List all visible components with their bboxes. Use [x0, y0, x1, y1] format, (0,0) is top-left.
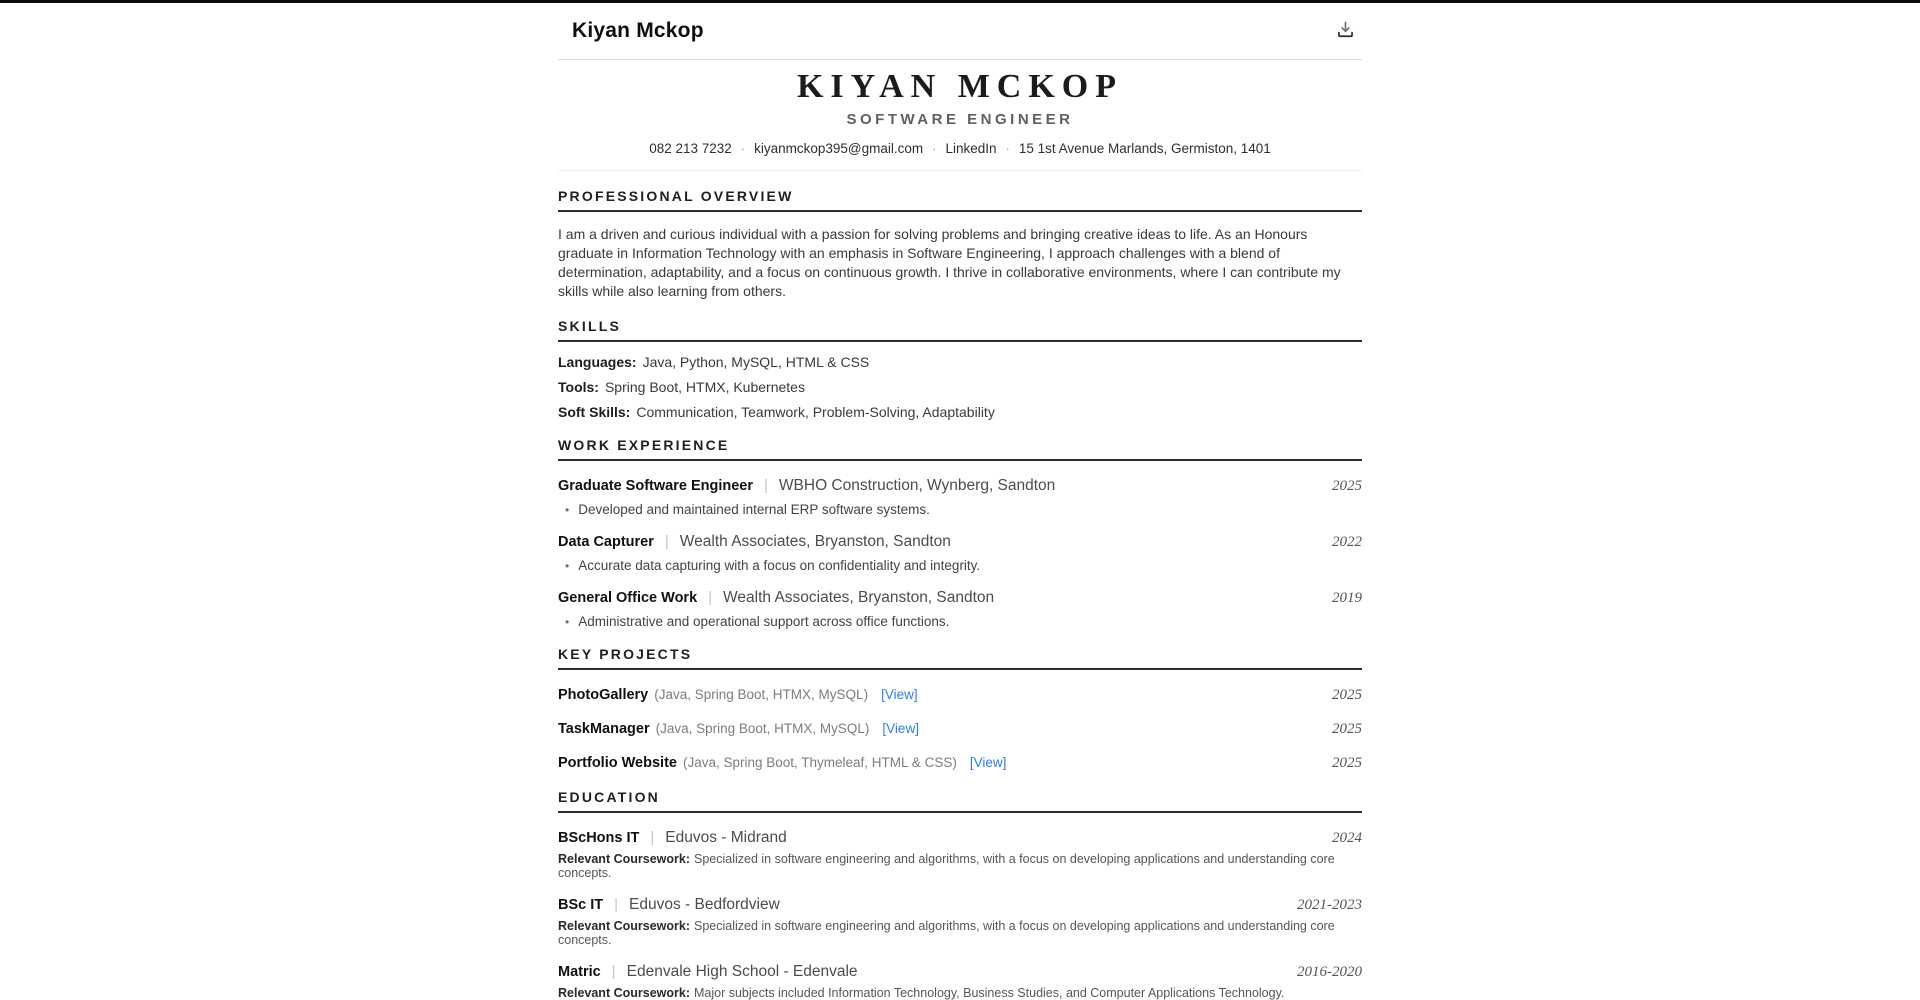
bullet-text: Administrative and operational support across office functions.	[578, 614, 950, 629]
content-column	[558, 3, 1362, 1000]
qualification: BSc IT	[558, 897, 604, 913]
skill-label: Tools:	[558, 379, 599, 395]
entry-year: 2024	[1332, 830, 1362, 846]
dot-separator-icon: ·	[740, 141, 746, 156]
project-stack: (Java, Spring Boot, Thymeleaf, HTML & CSS)	[682, 755, 957, 770]
job-title: Graduate Software Engineer	[558, 478, 753, 494]
coursework-label: Relevant Coursework:	[558, 919, 690, 933]
qualification: BScHons IT	[558, 830, 640, 846]
section-title: KEY PROJECTS	[558, 646, 1362, 670]
section-education	[558, 789, 1362, 1000]
coursework-line	[558, 919, 1362, 947]
experience-entry	[558, 533, 1362, 573]
section-key-projects	[558, 646, 1362, 772]
entry-year: 2025	[1332, 755, 1362, 771]
education-entry-head	[558, 963, 1362, 981]
project-row	[558, 721, 1362, 738]
section-work-experience	[558, 437, 1362, 629]
resume-header	[558, 60, 1362, 171]
job-title: General Office Work	[558, 590, 698, 606]
pipe-separator-icon: |	[614, 896, 619, 913]
pipe-separator-icon: |	[650, 829, 655, 846]
project-stack: (Java, Spring Boot, HTMX, MySQL)	[655, 721, 870, 736]
coursework-text: Major subjects included Information Technology, Business Studies, and Computer Applications Technology.	[693, 986, 1285, 1000]
project-view-link[interactable]: [View]	[882, 721, 919, 736]
entry-year: 2019	[1332, 590, 1362, 606]
pipe-separator-icon: |	[708, 589, 713, 606]
coursework-text: Specialized in software engineering and algorithms, with a focus on developing applications and understanding core concepts.	[558, 852, 1335, 880]
project-name: TaskManager	[558, 721, 650, 737]
contact-line	[558, 141, 1362, 156]
skill-value: Communication, Teamwork, Problem-Solving, Adaptability	[636, 404, 995, 420]
project-name: PhotoGallery	[558, 687, 649, 703]
experience-bullet	[565, 502, 1362, 517]
skill-label: Soft Skills:	[558, 404, 631, 420]
skill-row-soft-skills	[558, 404, 1362, 420]
skill-label: Languages:	[558, 354, 637, 370]
school-name: Eduvos - Bedfordview	[629, 896, 780, 913]
experience-entry	[558, 477, 1362, 517]
project-row	[558, 755, 1362, 772]
skill-row-tools	[558, 379, 1362, 395]
skill-value: Java, Python, MySQL, HTML & CSS	[642, 354, 870, 370]
bullet-icon: •	[565, 559, 570, 573]
education-entry-head	[558, 896, 1362, 914]
section-title: PROFESSIONAL OVERVIEW	[558, 188, 1362, 212]
school-name: Eduvos - Midrand	[665, 829, 787, 846]
education-entry	[558, 963, 1362, 1000]
entry-year: 2025	[1332, 687, 1362, 703]
download-button[interactable]	[1330, 16, 1360, 46]
coursework-line	[558, 852, 1362, 880]
entry-year: 2016-2020	[1297, 964, 1362, 980]
coursework-label: Relevant Coursework:	[558, 852, 690, 866]
contact-phone: 082 213 7232	[649, 141, 732, 156]
project-view-link[interactable]: [View]	[881, 687, 918, 702]
header-divider	[558, 170, 1362, 171]
project-stack: (Java, Spring Boot, HTMX, MySQL)	[654, 687, 869, 702]
project-name: Portfolio Website	[558, 755, 677, 771]
bullet-icon: •	[565, 615, 570, 629]
coursework-text: Specialized in software engineering and algorithms, with a focus on developing applications and understanding core concepts.	[558, 919, 1335, 947]
pipe-separator-icon: |	[764, 477, 768, 494]
dot-separator-icon: ·	[1005, 141, 1010, 156]
experience-entry	[558, 589, 1362, 629]
document-title: Kiyan Mckop	[572, 19, 704, 42]
skill-value: Spring Boot, HTMX, Kubernetes	[604, 379, 805, 395]
entry-year: 2025	[1332, 721, 1362, 737]
contact-address: 15 1st Avenue Marlands, Germiston, 1401	[1018, 141, 1271, 156]
experience-entry-head	[558, 589, 1362, 607]
qualification: Matric	[558, 964, 601, 980]
experience-entry-head	[558, 477, 1362, 495]
resume-name: KIYAN MCKOP	[796, 68, 1124, 105]
contact-email: kiyanmckop395@gmail.com	[754, 141, 924, 156]
project-row	[558, 687, 1362, 704]
entry-year: 2022	[1332, 534, 1362, 550]
school-name: Edenvale High School - Edenvale	[626, 963, 858, 980]
entry-year: 2021-2023	[1297, 897, 1362, 913]
bullet-text: Accurate data capturing with a focus on confidentiality and integrity.	[578, 558, 981, 573]
pipe-separator-icon: |	[664, 533, 669, 550]
coursework-label: Relevant Coursework:	[558, 986, 690, 1000]
skill-row-languages	[558, 354, 1362, 370]
coursework-line	[558, 986, 1362, 1000]
education-entry-head	[558, 829, 1362, 847]
entry-year: 2025	[1332, 478, 1362, 494]
education-entry	[558, 896, 1362, 947]
experience-bullet	[565, 614, 1362, 629]
project-view-link[interactable]: [View]	[969, 755, 1007, 770]
section-skills	[558, 318, 1362, 420]
experience-bullet	[565, 558, 1362, 573]
company-name: Wealth Associates, Bryanston, Sandton	[679, 533, 951, 550]
section-title: EDUCATION	[558, 789, 1362, 813]
company-name: WBHO Construction, Wynberg, Sandton	[778, 477, 1056, 494]
experience-entry-head	[558, 533, 1362, 551]
download-icon	[1335, 19, 1356, 43]
bullet-icon: •	[565, 503, 570, 517]
company-name: Wealth Associates, Bryanston, Sandton	[723, 589, 995, 606]
dot-separator-icon: ·	[932, 141, 937, 156]
section-title: SKILLS	[558, 318, 1362, 342]
bullet-text: Developed and maintained internal ERP software systems.	[578, 502, 930, 517]
education-entry	[558, 829, 1362, 880]
resume-role: SOFTWARE ENGINEER	[846, 111, 1074, 128]
section-professional-overview	[558, 188, 1362, 301]
contact-linkedin-link[interactable]: LinkedIn	[945, 141, 997, 156]
overview-paragraph: I am a driven and curious individual with a passion for solving problems and bringing creative ideas to life. As an Honours graduate in Information Technology with an emphasis in Software Engineering, I approach challenges with a blend of determination, adaptability, and a focus on continuous growth. I thrive in collaborative environments, where I can contribute my skills while also learning from others.	[558, 226, 1341, 299]
section-title: WORK EXPERIENCE	[558, 437, 1362, 461]
job-title: Data Capturer	[558, 534, 654, 550]
app-header	[558, 3, 1362, 60]
pipe-separator-icon: |	[611, 963, 616, 980]
